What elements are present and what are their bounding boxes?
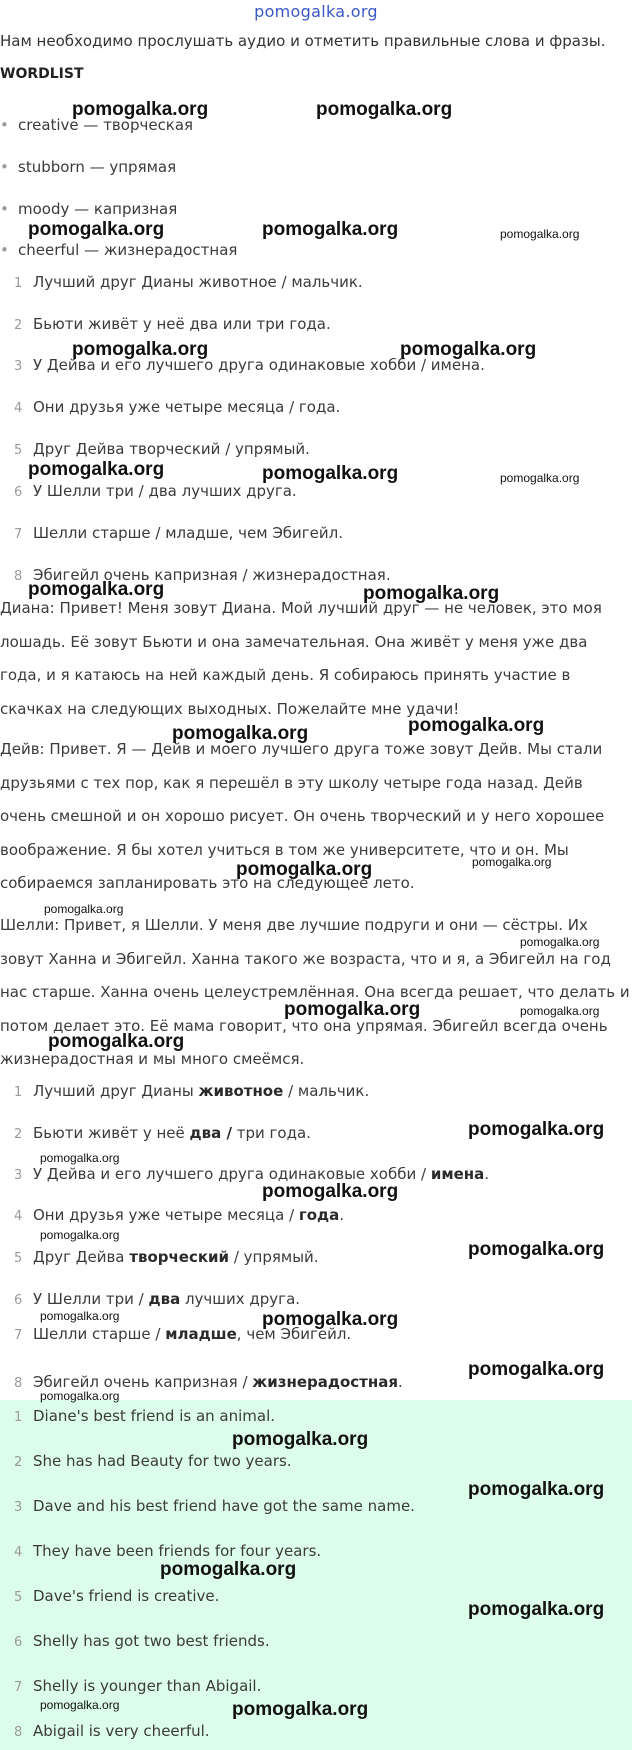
watermark: pomogalka.org [40,1389,120,1403]
item-number: 7 [14,527,23,542]
answer-text: , чем Эбигейл. [236,1325,352,1343]
watermark: pomogalka.org [468,1359,605,1380]
item-number: 4 [14,1209,23,1224]
item-number: 1 [14,276,23,291]
question-item [0,273,363,291]
watermark: pomogalka.org [262,463,399,484]
english-answer-item [0,1542,321,1560]
wordlist-title: WORDLIST [0,66,84,82]
wordlist-item-text: cheerful — жизнерадостная [18,241,238,259]
wordlist-item [0,200,178,218]
question-text: Бьюти живёт у неё два или три года. [33,315,331,333]
watermark: pomogalka.org [520,935,600,949]
watermark: pomogalka.org [72,99,209,120]
answer-text: Эбигейл очень капризная / [33,1373,253,1391]
item-number: 4 [14,401,23,416]
item-number: 8 [14,1376,23,1391]
transcript-shelly: Шелли: Привет, я Шелли. У меня две лучшие подруги и они — сёстры. Их зовут Ханна и Эбигейл. Ханна такого же возраста, что и я, а Эбигейл на год нас старше. Ханна очень целеустремлённая. Она всегда решает, что делать и потом делает это. Её мама говорит, что она упрямая. Эбигейл всегда очень жизнерадостная и мы много смеёмся. [0,916,630,1068]
item-number: 4 [14,1545,23,1560]
english-answer-text: Diane's best friend is an animal. [33,1407,276,1425]
watermark: pomogalka.org [262,1181,399,1202]
watermark: pomogalka.org [400,339,537,360]
english-answer-item [0,1677,261,1695]
answer-highlight: творческий [129,1248,230,1266]
answer-text: У Шелли три / [33,1290,149,1308]
wordlist-item-text: stubborn — упрямая [18,158,177,176]
task-intro: Нам необходимо прослушать аудио и отметить правильные слова и фразы. [0,32,606,50]
watermark: pomogalka.org [468,1239,605,1260]
answer-item [0,1165,489,1183]
question-text: У Дейва и его лучшего друга одинаковые хобби / имена. [33,356,485,374]
watermark: pomogalka.org [363,583,500,604]
wordlist-item [0,158,177,176]
watermark: pomogalka.org [468,1119,605,1140]
site-header[interactable]: pomogalka.org [254,2,378,21]
english-answer-text: They have been friends for four years. [33,1542,322,1560]
watermark: pomogalka.org [316,99,453,120]
wordlist-item-text: creative — творческая [18,116,194,134]
watermark: pomogalka.org [40,1698,120,1712]
english-answer-text: Dave and his best friend have got the same name. [33,1497,415,1515]
item-number: 1 [14,1085,23,1100]
watermark: pomogalka.org [236,859,373,880]
watermark: pomogalka.org [40,1151,120,1165]
question-text: Они друзья уже четыре месяца / года. [33,398,341,416]
question-item [0,315,331,333]
answer-text: Они друзья уже четыре месяца / [33,1206,299,1224]
question-item [0,398,340,416]
answer-text: Лучший друг Дианы [33,1082,199,1100]
watermark: pomogalka.org [160,1559,297,1580]
answer-highlight: младше [165,1325,237,1343]
question-item [0,440,310,458]
item-number: 3 [14,359,23,374]
answer-highlight: имена [430,1165,485,1183]
english-answer-text: Dave's friend is creative. [33,1587,220,1605]
item-number: 6 [14,1293,23,1308]
watermark: pomogalka.org [262,1309,399,1330]
watermark: pomogalka.org [468,1599,605,1620]
question-text: Лучший друг Дианы животное / мальчик. [33,273,363,291]
question-text: Друг Дейва творческий / упрямый. [33,440,310,458]
transcript-diana: Диана: Привет! Меня зовут Диана. Мой лучший друг — не человек, это моя лошадь. Её зовут Бьюти и она замечательная. Она живёт у меня уже два года, и я катаюсь на ней каждый день. Я собираюсь принять участие в скачках на следующих выходных. Пожелайте мне удачи! [0,599,602,718]
watermark: pomogalka.org [520,1004,600,1018]
answer-item [0,1206,344,1224]
watermark: pomogalka.org [28,459,165,480]
item-number: 2 [14,1127,23,1142]
answer-highlight: два [148,1290,181,1308]
item-number: 1 [14,1410,23,1425]
answer-text: Друг Дейва [33,1248,130,1266]
watermark: pomogalka.org [40,1228,120,1242]
watermark: pomogalka.org [262,219,399,240]
answer-text: лучших друга. [180,1290,301,1308]
watermark: pomogalka.org [468,1479,605,1500]
watermark: pomogalka.org [172,723,309,744]
answer-text: . [484,1165,490,1183]
bullet-icon: • [0,116,9,134]
bullet-icon: • [0,158,9,176]
answer-text: / упрямый. [229,1248,319,1266]
bullet-icon: • [0,200,9,218]
item-number: 8 [14,569,23,584]
english-answer-item [0,1632,270,1650]
english-answer-item [0,1452,292,1470]
watermark: pomogalka.org [500,227,580,241]
watermark: pomogalka.org [28,219,165,240]
item-number: 5 [14,1590,23,1605]
question-item [0,524,343,542]
answer-item [0,1124,311,1142]
question-text: Шелли старше / младше, чем Эбигейл. [33,524,344,542]
watermark: pomogalka.org [48,1031,185,1052]
english-answer-item [0,1497,415,1515]
english-answer-item [0,1587,219,1605]
watermark: pomogalka.org [500,471,580,485]
english-answer-item [0,1407,275,1425]
item-number: 5 [14,443,23,458]
answer-item [0,1290,300,1308]
item-number: 7 [14,1680,23,1695]
english-answer-text: Shelly is younger than Abigail. [33,1677,262,1695]
question-text: У Шелли три / два лучших друга. [33,482,297,500]
english-answer-text: Shelly has got two best friends. [33,1632,270,1650]
item-number: 5 [14,1251,23,1266]
watermark: pomogalka.org [232,1699,369,1720]
bullet-icon: • [0,241,9,259]
answer-text: / мальчик. [283,1082,370,1100]
question-item [0,482,297,500]
watermark: pomogalka.org [44,902,124,916]
watermark: pomogalka.org [284,999,421,1020]
answer-text: У Дейва и его лучшего друга одинаковые хобби / [33,1165,431,1183]
item-number: 3 [14,1168,23,1183]
answer-text: три года. [231,1124,311,1142]
answer-highlight: года [298,1206,340,1224]
answer-item [0,1248,319,1266]
item-number: 2 [14,318,23,333]
answer-text: Шелли старше / [33,1325,166,1343]
answer-text: Бьюти живёт у неё [33,1124,190,1142]
english-answer-text: Abigail is very cheerful. [33,1722,210,1740]
answer-text: . [339,1206,345,1224]
wordlist-item-text: moody — капризная [18,200,178,218]
item-number: 6 [14,485,23,500]
answer-text: . [397,1373,403,1391]
answer-highlight: жизнерадостная [252,1373,398,1391]
item-number: 3 [14,1500,23,1515]
watermark: pomogalka.org [28,579,165,600]
watermark: pomogalka.org [232,1429,369,1450]
watermark: pomogalka.org [72,339,209,360]
watermark: pomogalka.org [40,1309,120,1323]
question-text: Эбигейл очень капризная / жизнерадостная. [33,566,391,584]
english-answer-item [0,1722,210,1740]
item-number: 6 [14,1635,23,1650]
watermark: pomogalka.org [408,715,545,736]
transcript-dave: Дейв: Привет. Я — Дейв и моего лучшего друга тоже зовут Дейв. Мы стали друзьями с тех пор, как я перешёл в эту школу четыре года назад. Дейв очень смешной и он хорошо рисует. Он очень творческий и у него хорошее воображение. Я бы хотел учиться в том же университете, что и он. Мы собираемся запланировать это на следующее лето. [0,740,605,892]
answer-highlight: два / [189,1124,232,1142]
wordlist-item [0,241,238,259]
answer-highlight: животное [198,1082,284,1100]
answer-item [0,1082,369,1100]
item-number: 2 [14,1455,23,1470]
english-answer-text: She has had Beauty for two years. [33,1452,292,1470]
watermark: pomogalka.org [472,855,552,869]
item-number: 8 [14,1725,23,1740]
item-number: 7 [14,1328,23,1343]
